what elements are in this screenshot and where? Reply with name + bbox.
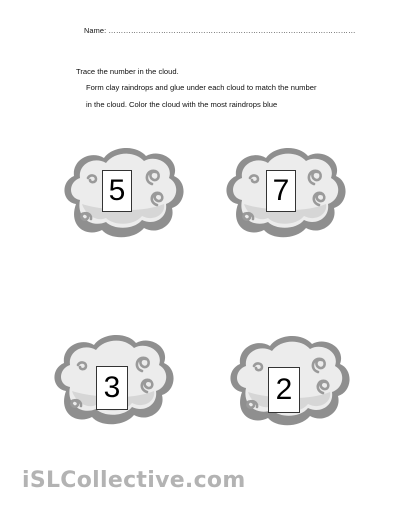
instruction-trace: Trace the number in the cloud. [76,67,179,76]
instruction-color-cloud: in the cloud. Color the cloud with the most raindrops blue [86,100,278,109]
name-field-line: Name: ……………………………………………………………………………………… [84,26,356,35]
cloud-card-1 [58,142,188,242]
number-box: 2 [268,367,300,413]
cloud-card-2 [220,142,350,242]
number-box: 5 [102,170,132,212]
number-box: 3 [96,366,128,410]
cloud-card-3 [48,329,178,429]
instruction-clay-raindrops: Form clay raindrops and glue under each cloud to match the number [86,83,317,92]
cloud-card-4 [224,330,354,430]
watermark-logo: iSLCollective.com [22,468,246,493]
number-box: 7 [266,170,296,212]
